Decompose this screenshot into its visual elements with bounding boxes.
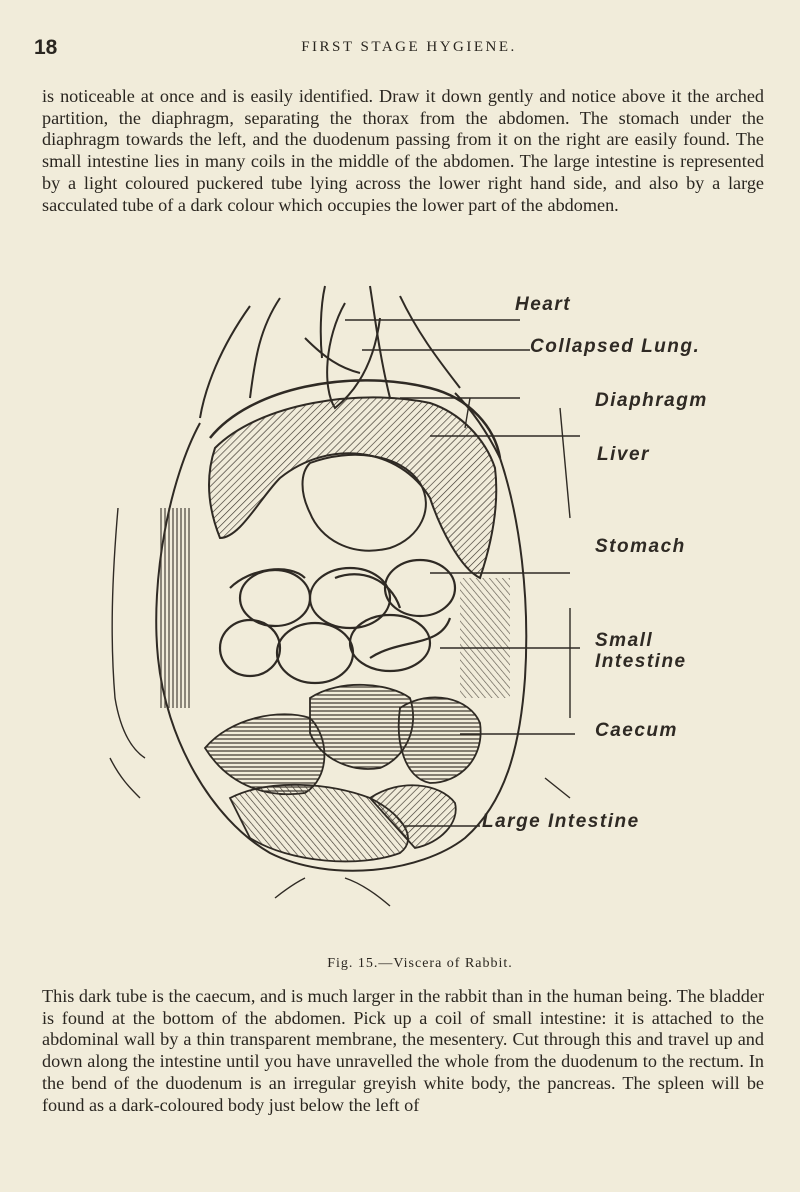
label-collapsed-lung: Collapsed Lung.	[530, 336, 701, 357]
label-small-intestine-line1: Small	[595, 630, 654, 651]
small-intestine-coils	[220, 560, 455, 683]
label-heart: Heart	[515, 294, 572, 315]
paragraph-bottom: This dark tube is the caecum, and is much larger in the rabbit than in the human being. The bladder is found at the bottom of the abdomen. Pick up a coil of small intestine: it is attached to the abdominal wall by a thin transparent membrane, the mesentery. Cut through this and travel up and down along the intestine until you have unravelled the whole from the duodenum to the rectum. In the bend of the duodenum is an irregular greyish white body, the pancreas. The spleen will be found as a dark-coloured body just below the left of	[42, 986, 764, 1115]
page-header	[34, 36, 774, 60]
page-number: 18	[34, 36, 58, 59]
label-stomach: Stomach	[595, 536, 686, 557]
viscera-figure	[100, 278, 800, 918]
running-head: FIRST STAGE HYGIENE.	[301, 39, 517, 55]
label-diaphragm: Diaphragm	[595, 390, 708, 411]
stomach-drawing	[303, 455, 426, 551]
heart-drawing	[327, 303, 380, 408]
label-caecum: Caecum	[595, 720, 678, 741]
caecum-sacculations	[205, 685, 481, 862]
label-large-intestine: Large Intestine	[482, 811, 640, 832]
label-liver: Liver	[597, 444, 650, 465]
paragraph-top: is noticeable at once and is easily identified. Draw it down gently and notice above it the arched partition, the diaphragm, separating the thorax from the abdomen. The stomach under the diaphragm towards the left, and the duodenum passing from it on the right are easily found. The small intestine lies in many coils in the middle of the abdomen. The large intestine is represented by a light coloured puckered tube lying across the lower right hand side, and also by a large sacculated tube of a dark colour which occupies the lower part of the abdomen.	[42, 86, 764, 215]
viscera-illustration	[100, 278, 800, 918]
figure-caption: Fig. 15.—Viscera of Rabbit.	[327, 956, 513, 971]
liver-drawing	[209, 397, 496, 578]
label-small-intestine-line2: Intestine	[595, 651, 687, 672]
